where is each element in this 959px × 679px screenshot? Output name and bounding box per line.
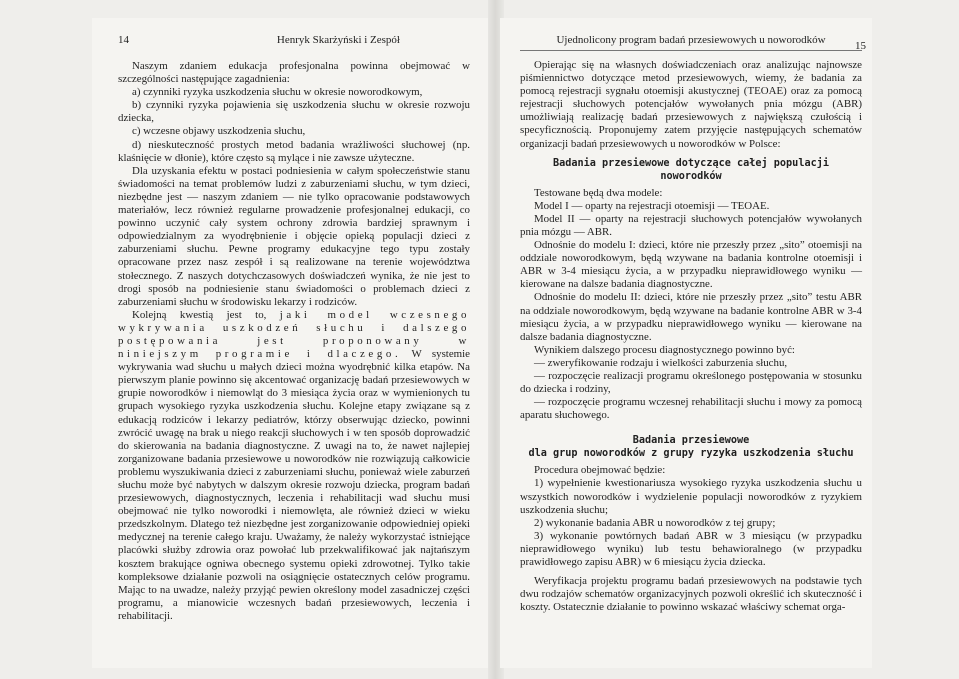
right-page (500, 18, 872, 668)
paragraph: Dla uzyskania efektu w postaci podniesienia w całym społeczeństwie stanu świadomości na temat problemów ludzi z zaburzeniami słuchu, w tym dzieci, niezbędne jest — naszym zdaniem — nie tylko opracowanie podstawowych materiałów, lecz również regularne prowadzenie profesjonalnej edukacji, co powinno uczynić cały system ochrony zdrowia bardziej sprawnym i odpowiedzialnym za wyodrębnienie i objęcie opieką populacji dzieci z zaburzeniami słuchu. Pewne programy edukacyjne tego typu zostały opracowane przez nasz zespół i są realizowane na terenie województwa stołecznego. Z naszych dotychczasowych doświadczeń wynika, że nie jest to drogi sposób na podniesienie stanu świadomości o problemach dzieci z zaburzeniami słuchu w środowisku lekarzy i rodziców. (118, 164, 470, 308)
list-item: d) nieskuteczność prostych metod badania wrażliwości słuchowej (np. klaśnięcie w dłonie), które często są mylące i nie zawsze użyteczne. (118, 138, 470, 164)
left-page (92, 18, 492, 668)
left-running-title: Henryk Skarżyński i Zespół (276, 34, 400, 46)
list-item: b) czynniki ryzyka pojawienia się uszkodzenia słuchu w okresie rozwoju dziecka, (118, 99, 470, 125)
paragraph: Procedura obejmować będzie: (534, 464, 666, 477)
list-item: 1) wypełnienie kwestionariusza wysokiego ryzyka uszkodzenia słuchu u wszystkich noworodków i wydzielenie populacji noworodków z ryzykiem uszkodzenia słuchu; (520, 477, 862, 516)
list-item: — rozpoczęcie realizacji programu określonego postępowania w stosunku do dziecka i rodziny, (520, 369, 862, 396)
section-heading-line1: Badania przesiewowe (632, 435, 750, 447)
paragraph: Model I — oparty na rejestracji otoemisji — TEOAE. (534, 199, 770, 212)
paragraph-intro: Opierając się na własnych doświadczeniach oraz analizując najnowsze piśmiennictwo dotyczące metod przesiewowych, wiemy, że badania za pomocą rejestracji sygnału otoemisji akustycznej (TEOAE) oraz za pomocą rejestracji słuchowych potencjałów wywołanych pnia mózgu (ABR) umożliwiają realizację badań przesiewowych z największą czułością i specyficznością. Proponujemy zatem przyjęcie następujących schematów organizacji badań przesiewowych u noworodków w Polsce: (520, 59, 862, 150)
right-running-head (520, 34, 866, 52)
paragraph: Testowane będą dwa modele: (534, 186, 663, 199)
paragraph: Wynikiem dalszego procesu diagnostycznego powinno być: (534, 343, 795, 356)
right-running-title: Ujednolicony program badań przesiewowych u noworodków (556, 34, 826, 46)
kolejna-rest: W systemie wykrywania wad słuchu u małych dzieci można wyodrębnić kilka etapów. Na pierwszym planie powinno się akcentować organizację badań przesiewowych w grupie noworodków i niemowląt do 3 miesiąca życia oraz w wymienionych tu grupach wysokiego ryzyka uszkodzenia słuchu. Kolejne etapy związane są z edukacją rodziców i lekarzy pediatrów, którzy obserwując dziecko, powinni zwrócić uwagę na brak u niego reakcji słuchowych i w ten sposób doprowadzić do skierowania na badania diagnostyczne. Z uwagi na to, że nawet najlepiej zorganizowane badania przesiewowe u noworodków nie rozwiązują całkowicie problemu wyszukiwania dzieci z zaburzeniami słuchu, ponieważ wiele zaburzeń słuchu może być nabytych w dalszym okresie rozwoju dziecka, program badań przesiewowych, diagnostycznych, leczenia i rehabilitacji wad słuchu musi obejmować nie tylko noworodki i niemowlęta, ale również dzieci w wieku przedszkolnym. Dlatego też niezbędne jest zorganizowanie odpowiedniej opieki medycznej na terenie całego kraju. Uważamy, że należy wykorzystać istniejące placówki służby zdrowia oraz powołać lub przekwalifikować jak najtańszym kosztem brakujące ogniwa obecnego systemu opieki zdrowotnej. Tylko takie kompleksowe działanie pozwoli na osiągnięcie ostatecznych celów programu. Mając to na uwadze, należy przyjąć pewien określony model zasadniczej części programu, a mianowicie wczesnych badań przesiewowych, leczenia i rehabilitacji. (118, 348, 470, 622)
left-body-text (118, 60, 470, 623)
list-item: 3) wykonanie powtórnych badań ABR w 3 miesiącu (w przypadku nieprawidłowego wyniku) lub testu behawioralnego (w przypadku prawidłowego zapisu ABR) w 6 miesiącu życia dziecka. (520, 529, 862, 568)
right-body-text (520, 59, 862, 614)
kolejna-lead: Kolejną kwestią jest to, (132, 308, 280, 321)
paragraph: Naszym zdaniem edukacja profesjonalna powinna obejmować w szczególności następujące zagadnienia: (118, 60, 470, 86)
list-item: a) czynniki ryzyka uszkodzenia słuchu w okresie noworodkowym, (132, 86, 423, 99)
paragraph-kolejna (118, 309, 470, 623)
list-item: c) wczesne objawy uszkodzenia słuchu, (132, 125, 306, 138)
section-heading-line2: dla grup noworodków z grupy ryzyka uszkodzenia słuchu (528, 448, 854, 460)
left-page-number: 14 (118, 34, 129, 46)
paragraph: Odnośnie do modelu II: dzieci, które nie przeszły przez „sito” testu ABR na oddziale noworodkowym, będą wzywane na badanie kontrolne ABR w 3-4 miesiącu życia, a w przypadku nieprawidłowego wyniku — kierowane na dalsze badania diagnostyczne. (520, 291, 862, 343)
left-running-head (118, 34, 470, 50)
list-item: — rozpoczęcie programu wczesnej rehabilitacji słuchu i mowy za pomocą aparatu słuchowego. (520, 396, 862, 422)
paragraph: Odnośnie do modelu I: dzieci, które nie przeszły przez „sito” otoemisji na oddziale noworodkowym, będą wzywane na badania kontrolne otoemisji i ABR w 3-4 miesiącu życia, a w przypadku nieprawidłowego wyniku — kierowane na dalsze badania diagnostyczne. (520, 239, 862, 291)
paragraph-closing: Weryfikacja projektu programu badań przesiewowych na podstawie tych dwu rodzajów schematów organizacyjnych pozwoli określić ich skuteczność i koszty. Ostatecznie działanie to powinno wskazać właściwy schemat orga- (520, 575, 862, 614)
paragraph: Model II — oparty na rejestracji słuchowych potencjałów wywołanych pnia mózgu — ABR. (520, 212, 862, 238)
section-heading: Badania przesiewowe dotyczące całej populacji noworodków (552, 157, 829, 182)
right-page-number: 15 (855, 40, 866, 52)
list-item: 2) wykonanie badania ABR u noworodków z tej grupy; (534, 516, 776, 529)
spaced-emphasis: jaki model wczesnego wykrywania uszkodzeń słuchu i dalszego postępowania jest proponowany w niniejszym programie i dlaczego. (118, 308, 470, 361)
list-item: — zweryfikowanie rodzaju i wielkości zaburzenia słuchu, (534, 356, 788, 369)
